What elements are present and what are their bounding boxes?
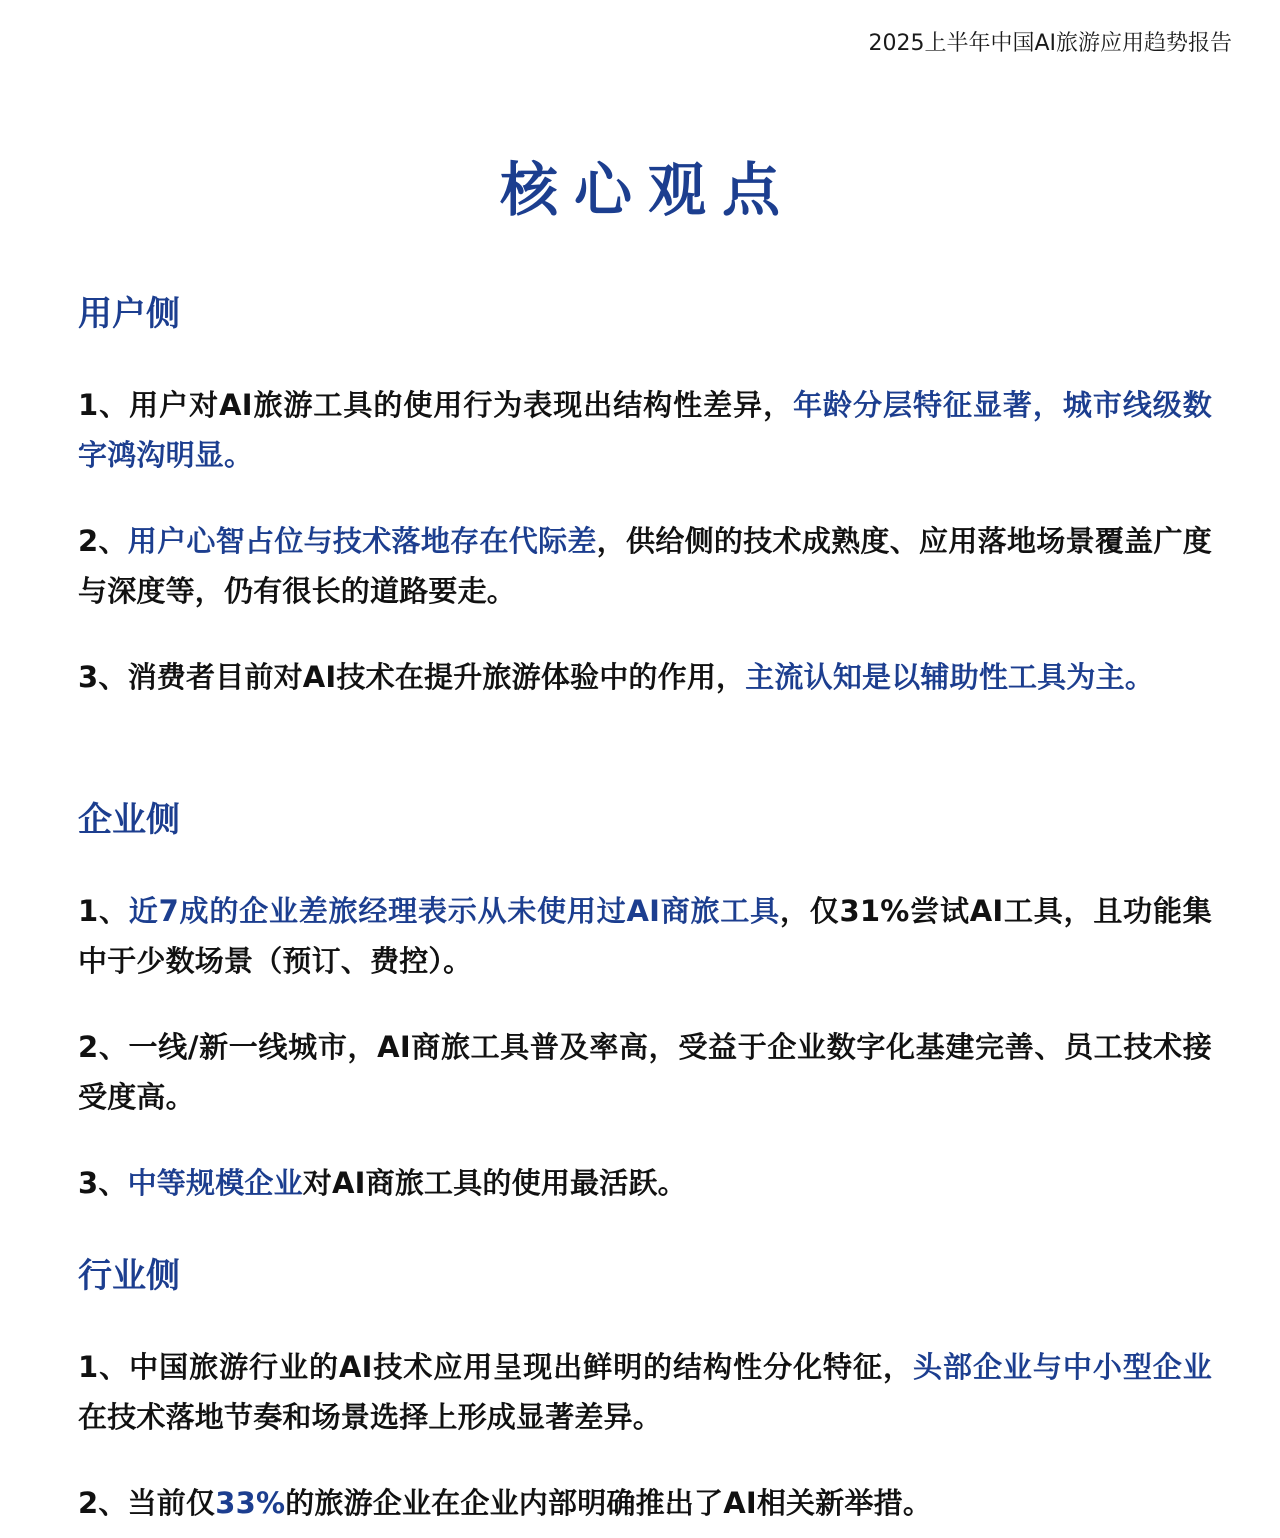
point-highlight: 头部企业与中小型企业: [912, 1350, 1212, 1384]
point-text: 2、当前仅: [78, 1486, 216, 1520]
report-header-title: 2025上半年中国AI旅游应用趋势报告: [868, 31, 1232, 56]
point-text: ，供给侧的技术成熟度、应用落地场景覆盖广度与深度等，仍有很长的道路要走。: [78, 524, 1212, 608]
section-heading-industry: 行业侧: [78, 1256, 180, 1296]
user-point-1: [78, 380, 1212, 480]
enterprise-point-1: [78, 886, 1212, 986]
point-highlight: 近7成的企业差旅经理表示从未使用过AI商旅工具: [128, 894, 780, 928]
point-text: 3、消费者目前对AI技术在提升旅游体验中的作用，: [78, 660, 746, 694]
point-highlight: 主流认知是以辅助性工具为主。: [745, 660, 1155, 694]
point-text: 2、: [78, 524, 128, 558]
point-text: 3、: [78, 1166, 128, 1200]
enterprise-point-3: [78, 1158, 1212, 1208]
user-point-3: [78, 652, 1212, 702]
page-title: 核心观点: [499, 156, 796, 224]
point-text: 1、中国旅游行业的AI技术应用呈现出鲜明的结构性分化特征，: [78, 1350, 913, 1384]
industry-point-1: [78, 1342, 1212, 1442]
user-point-2: [78, 516, 1212, 616]
point-text: ，仅31%尝试AI工具，且功能集中于少数场景（预订、费控）。: [78, 894, 1212, 978]
point-text: 在技术落地节奏和场景选择上形成显著差异。: [78, 1400, 663, 1434]
point-text: 的旅游企业在企业内部明确推出了AI相关新举措。: [285, 1486, 933, 1520]
point-text: 1、: [78, 894, 129, 928]
section-heading-user: 用户侧: [78, 294, 180, 334]
point-highlight: 中等规模企业: [127, 1166, 303, 1200]
point-text: 对AI商旅工具的使用最活跃。: [302, 1166, 687, 1200]
point-highlight: 33%: [215, 1486, 286, 1520]
point-highlight: 年龄分层特征显著，城市线级数字鸿沟明显。: [78, 388, 1212, 472]
enterprise-point-2: [78, 1022, 1212, 1122]
industry-point-2: [78, 1478, 1212, 1528]
point-highlight: 用户心智占位与技术落地存在代际差: [127, 524, 597, 558]
point-text: 1、用户对AI旅游工具的使用行为表现出结构性差异，: [78, 388, 794, 422]
section-heading-enterprise: 企业侧: [78, 800, 180, 840]
point-text: 2、一线/新一线城市，AI商旅工具普及率高，受益于企业数字化基建完善、员工技术接受度高。: [78, 1030, 1212, 1114]
